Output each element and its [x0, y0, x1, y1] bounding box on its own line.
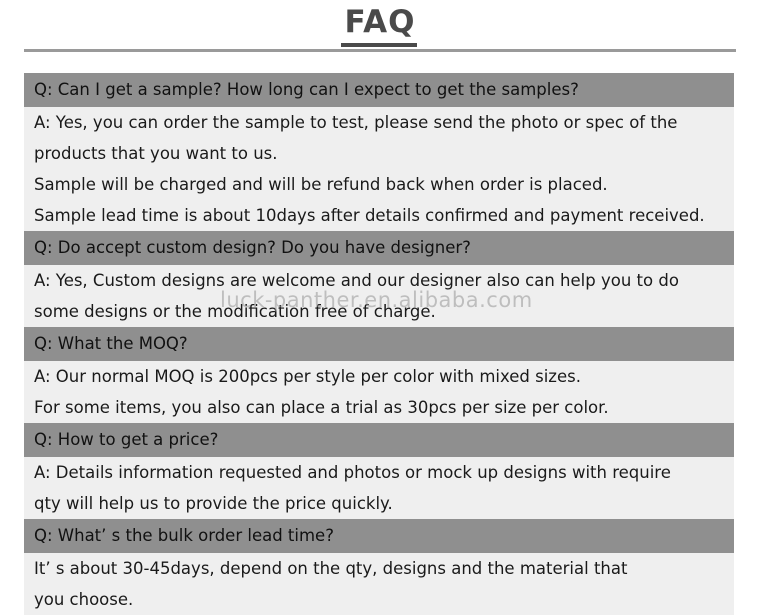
faq-question: Q: What’ s the bulk order lead time?	[24, 519, 734, 553]
faq-answer-line: A: Our normal MOQ is 200pcs per style per color with mixed sizes.	[34, 367, 581, 386]
faq-question: Q: Can I get a sample? How long can I expect to get the samples?	[24, 73, 734, 107]
faq-answer	[24, 361, 734, 423]
faq-question: Q: What the MOQ?	[24, 327, 734, 361]
faq-answer-line: products that you want to us.	[34, 144, 278, 163]
faq-item	[24, 73, 734, 231]
faq-question: Q: How to get a price?	[24, 423, 734, 457]
faq-list	[24, 73, 734, 615]
watermark: luck-panther.en.alibaba.com	[220, 288, 533, 312]
faq-answer-line: qty will help us to provide the price quickly.	[34, 494, 393, 513]
faq-answer-line: For some items, you also can place a trial as 30pcs per size per color.	[34, 398, 609, 417]
faq-answer-line: A: Yes, you can order the sample to test, please send the photo or spec of the	[34, 113, 678, 132]
faq-answer	[24, 457, 734, 519]
faq-item	[24, 327, 734, 423]
faq-answer-line: you choose.	[34, 590, 134, 609]
faq-answer-line: Sample will be charged and will be refund back when order is placed.	[34, 175, 608, 194]
faq-answer-line: Sample lead time is about 10days after details confirmed and payment received.	[34, 206, 705, 225]
faq-answer-line: some designs or the modification free of charge.	[34, 302, 436, 321]
faq-answer	[24, 265, 734, 327]
faq-answer-line: It’ s about 30-45days, depend on the qty, designs and the material that	[34, 559, 628, 578]
faq-title: FAQ	[344, 4, 416, 40]
title-underline	[341, 43, 417, 47]
faq-item	[24, 519, 734, 615]
faq-answer-line: A: Details information requested and photos or mock up designs with require	[34, 463, 671, 482]
faq-question: Q: Do accept custom design? Do you have designer?	[24, 231, 734, 265]
title-divider	[24, 49, 736, 52]
faq-item	[24, 423, 734, 519]
faq-answer-line: A: Yes, Custom designs are welcome and our designer also can help you to do	[34, 271, 679, 290]
faq-item	[24, 231, 734, 327]
faq-answer	[24, 553, 734, 615]
faq-answer	[24, 107, 734, 231]
